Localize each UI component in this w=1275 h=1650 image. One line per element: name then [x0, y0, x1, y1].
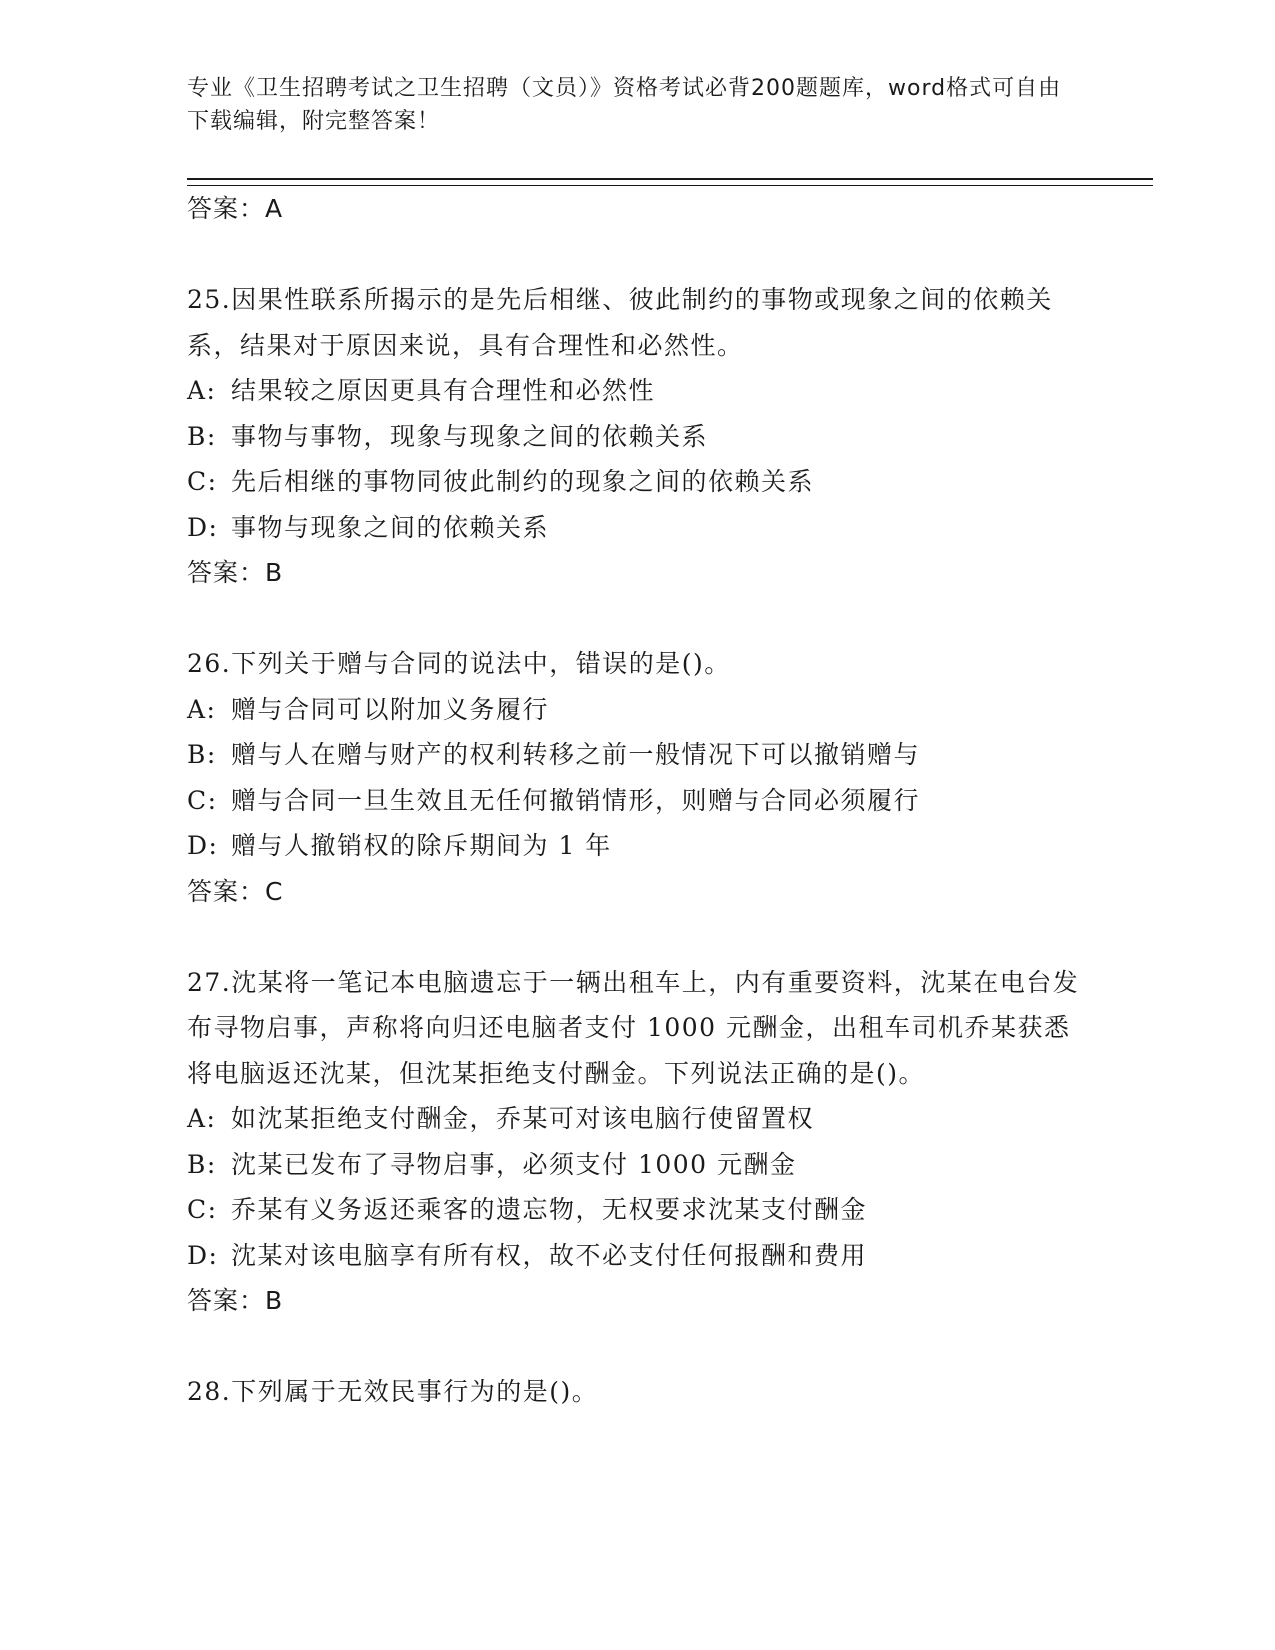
option-key: D: [187, 512, 219, 542]
option-text: 事物与现象之间的依赖关系 [231, 512, 550, 542]
option-key: A: [187, 1104, 217, 1133]
question-stem: 28.下列属于无效民事行为的是()。 [187, 1377, 599, 1406]
answer-line: 答案：B [187, 558, 284, 587]
option-key: B: [187, 740, 217, 769]
header-divider [187, 178, 1153, 186]
option-text: 先后相继的事物同彼此制约的现象之间的依赖关系 [231, 467, 815, 496]
question-stem: 25.因果性联系所揭示的是先后相继、彼此制约的事物或现象之间的依赖关系，结果对于原因来说，具有合理性和必然性。 [187, 285, 1053, 360]
question-stem: 27.沈某将一笔记本电脑遗忘于一辆出租车上，内有重要资料，沈某在电台发布寻物启事，声称将向归还电脑者支付 1000 元酬金，出租车司机乔某获悉将电脑返还沈某，但沈某拒绝支付酬金。下列说法正确的是()。 [187, 967, 1080, 1088]
question-block [187, 277, 1087, 596]
option-a [187, 368, 1087, 414]
option-text: 赠与合同可以附加义务履行 [231, 694, 550, 724]
option-key: C: [187, 467, 218, 496]
option-b [187, 1142, 1087, 1188]
question-block [187, 960, 1087, 1325]
option-text: 沈某对该电脑享有所有权，故不必支付任何报酬和费用 [231, 1240, 868, 1270]
option-d [187, 823, 1087, 869]
option-c [187, 459, 1087, 505]
option-d [187, 505, 1087, 551]
option-text: 赠与人撤销权的除斥期间为 1 年 [231, 831, 612, 860]
option-key: C: [187, 1195, 218, 1224]
option-key: B: [187, 1149, 217, 1179]
question-block [187, 1369, 1087, 1415]
answer-line: 答案：B [187, 1286, 284, 1315]
answer-line: 答案：A [187, 194, 284, 223]
document-header: 专业《卫生招聘考试之卫生招聘（文员）》资格考试必背200题题库，word格式可自由下载编辑，附完整答案！ [187, 76, 1062, 134]
option-key: B: [187, 421, 217, 451]
question-stem: 26.下列关于赠与合同的说法中，错误的是()。 [187, 649, 731, 678]
option-text: 赠与人在赠与财产的权利转移之前一般情况下可以撤销赠与 [231, 740, 921, 769]
question-list [187, 186, 1087, 1415]
question-block [187, 641, 1087, 915]
answer-line: 答案：C [187, 876, 284, 906]
option-text: 事物与事物，现象与现象之间的依赖关系 [231, 421, 709, 451]
option-text: 如沈某拒绝支付酬金，乔某可对该电脑行使留置权 [231, 1104, 815, 1133]
option-key: A: [187, 376, 217, 405]
option-key: C: [187, 785, 218, 815]
option-b [187, 732, 1087, 778]
option-a [187, 1096, 1087, 1142]
option-key: A: [187, 694, 217, 724]
option-text: 赠与合同一旦生效且无任何撤销情形，则赠与合同必须履行 [231, 785, 921, 815]
option-b [187, 414, 1087, 460]
option-key: D: [187, 831, 219, 860]
option-text: 结果较之原因更具有合理性和必然性 [231, 376, 656, 405]
option-text: 乔某有义务返还乘客的遗忘物，无权要求沈某支付酬金 [231, 1195, 868, 1224]
option-text: 沈某已发布了寻物启事，必须支付 1000 元酬金 [231, 1149, 797, 1179]
option-c [187, 778, 1087, 824]
option-c [187, 1187, 1087, 1233]
option-a [187, 687, 1087, 733]
option-key: D: [187, 1240, 219, 1270]
option-d [187, 1233, 1087, 1279]
